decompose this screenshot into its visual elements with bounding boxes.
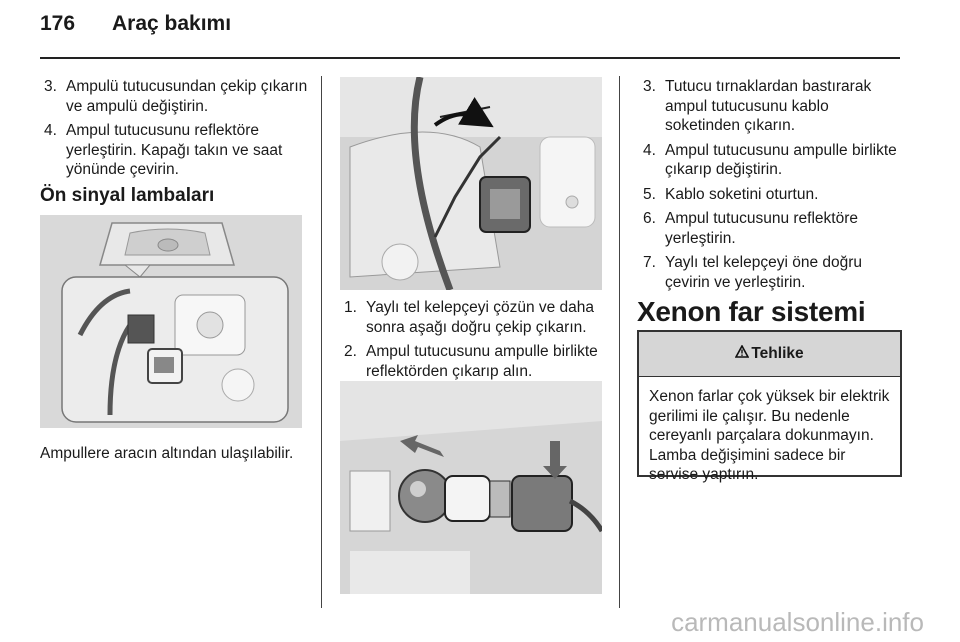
list-item: 1. Yaylı tel kelepçeyi çözün ve daha sonra aşağı doğru çekip çıkarın. <box>344 299 595 336</box>
list-item: 4. Ampul tutucusunu reflektöre yerleştirin. Kapağı takın ve saat yönünde çevirin. <box>44 122 283 178</box>
column-divider-1 <box>321 76 322 608</box>
list-item: 4. Ampul tutucusunu ampulle birlikte çıkarıp değiştirin. <box>643 141 897 178</box>
step-list-col2 <box>340 298 608 386</box>
warning-triangle-icon <box>735 345 749 363</box>
section-heading: Xenon far sistemi <box>637 296 866 327</box>
warning-header <box>639 332 900 377</box>
bulb-holder-illustration <box>340 381 602 594</box>
list-item: 2. Ampul tutucusunu ampulle birlikte reflektörden çıkarıp alın. <box>344 343 598 380</box>
step-list-col3 <box>639 77 903 297</box>
list-item: 7. Yaylı tel kelepçeyi öne doğru çevirin ve yerleştirin. <box>643 254 863 291</box>
list-item: 5. Kablo soketini oturtun. <box>643 185 819 203</box>
warning-box <box>637 330 902 483</box>
step-list-col1 <box>40 77 310 185</box>
watermark: carmanualsonline.info <box>671 607 924 637</box>
figure-caption: Ampullere aracın altından ulaşılabilir. <box>40 445 294 462</box>
wire-clip-illustration <box>340 77 602 290</box>
warning-title: Tehlike <box>751 345 804 362</box>
list-item: 3. Ampulü tutucusundan çekip çıkarın ve ampulü değiştirin. <box>44 78 308 115</box>
list-item: 3. Tutucu tırnaklardan bastırarak ampul tutucusunu kablo soketinden çıkarın. <box>643 78 872 134</box>
page-number: 176 <box>40 12 76 35</box>
list-item: 6. Ampul tutucusunu reflektöre yerleştirin. <box>643 210 858 247</box>
header-divider <box>40 57 900 59</box>
column-divider-2 <box>619 76 620 608</box>
section-subheading: Ön sinyal lambaları <box>40 185 215 206</box>
turn-signal-illustration <box>40 215 302 428</box>
warning-text: Xenon farlar çok yüksek bir elektrik gerilimi ile çalışır. Bu nedenle cereyanlı parçalara dokunmayın. Lamba değişimini sadece bir servise yaptırın. <box>649 388 890 483</box>
page-title: Araç bakımı <box>112 12 232 35</box>
